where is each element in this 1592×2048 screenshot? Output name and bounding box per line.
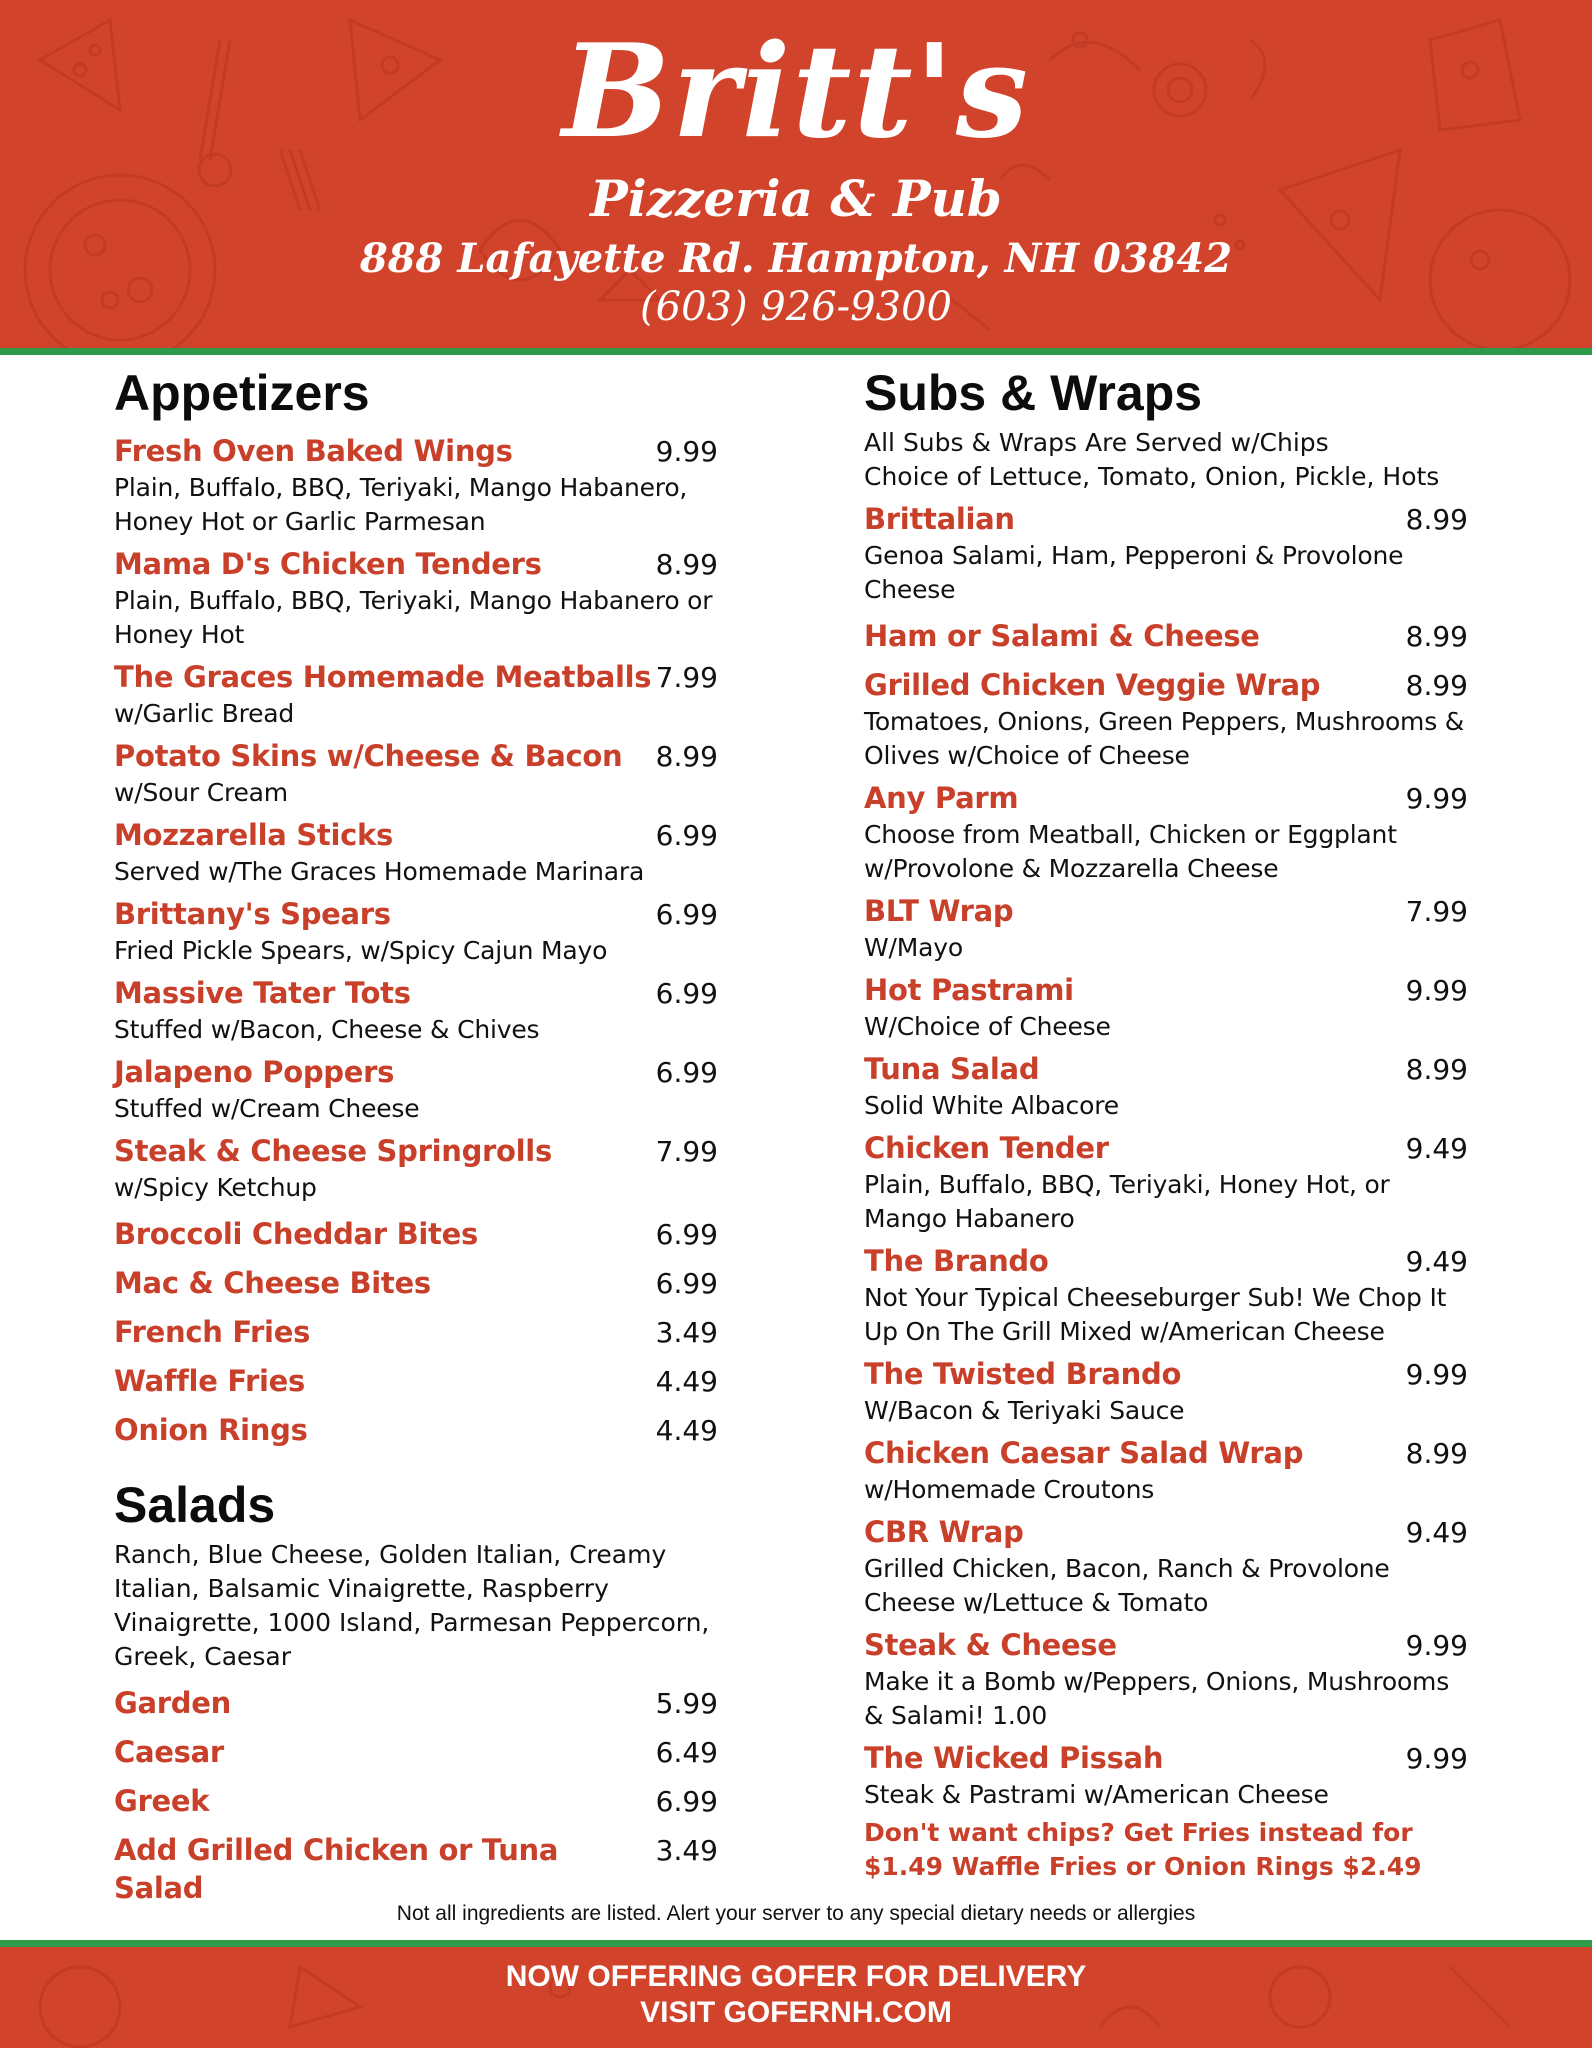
item-name: Mac & Cheese Bites (114, 1266, 431, 1300)
item-price: 7.99 (1405, 895, 1468, 928)
menu-footer (0, 1947, 1592, 2048)
item-price: 8.99 (1405, 1437, 1468, 1470)
menu-item (864, 1513, 1468, 1620)
item-price: 8.99 (655, 548, 718, 581)
menu-item (114, 974, 718, 1047)
item-price: 8.99 (1405, 669, 1468, 702)
item-price: 6.99 (655, 1267, 718, 1300)
menu-item (114, 1313, 718, 1352)
item-price: 5.99 (655, 1687, 718, 1720)
item-description: Tomatoes, Onions, Green Peppers, Mushrooms & Olives w/Choice of Cheese (864, 707, 1465, 770)
restaurant-subtitle: Pizzeria & Pub (590, 169, 1002, 228)
footer-green-stripe (0, 1940, 1592, 1947)
item-name: Hot Pastrami (864, 973, 1074, 1007)
item-name: Caesar (114, 1735, 224, 1769)
restaurant-phone: (603) 926-9300 (640, 284, 952, 330)
item-name: CBR Wrap (864, 1515, 1024, 1549)
item-price: 6.99 (655, 819, 718, 852)
item-price: 3.49 (655, 1316, 718, 1349)
menu-item (864, 1242, 1468, 1349)
item-price: 4.49 (655, 1365, 718, 1398)
item-description: Plain, Buffalo, BBQ, Teriyaki, Mango Habanero or Honey Hot (114, 586, 713, 649)
item-name: Chicken Tender (864, 1131, 1109, 1165)
item-description: Steak & Pastrami w/American Cheese (864, 1780, 1329, 1809)
item-price: 7.99 (655, 1135, 718, 1168)
item-name: The Wicked Pissah (864, 1741, 1164, 1775)
item-price: 8.99 (655, 740, 718, 773)
item-name: Grilled Chicken Veggie Wrap (864, 668, 1321, 702)
item-name: Tuna Salad (864, 1052, 1040, 1086)
item-price: 9.99 (1405, 1358, 1468, 1391)
item-name: Potato Skins w/Cheese & Bacon (114, 739, 623, 773)
menu-item (864, 500, 1468, 607)
salads-heading: Salads (114, 1477, 276, 1533)
item-name: French Fries (114, 1315, 311, 1349)
item-name: The Twisted Brando (864, 1357, 1182, 1391)
item-description: W/Choice of Cheese (864, 1012, 1111, 1041)
item-description: w/Homemade Croutons (864, 1475, 1155, 1504)
item-description: Genoa Salami, Ham, Pepperoni & Provolone Cheese (864, 541, 1404, 604)
fries-upgrade-note: Don't want chips? Get Fries instead for $1.49 Waffle Fries or Onion Rings $2.49 (864, 1818, 1422, 1881)
item-price: 9.49 (1405, 1245, 1468, 1278)
item-name: Brittalian (864, 502, 1015, 536)
menu-item (864, 779, 1468, 886)
item-name: Steak & Cheese (864, 1628, 1117, 1662)
menu-item (114, 545, 718, 652)
item-price: 8.99 (1405, 1053, 1468, 1086)
item-name: Waffle Fries (114, 1364, 305, 1398)
item-description: w/Spicy Ketchup (114, 1173, 317, 1202)
menu-item (864, 1050, 1468, 1123)
item-name: Mama D's Chicken Tenders (114, 547, 542, 581)
menu-item (114, 816, 718, 889)
menu-item (114, 1362, 718, 1401)
item-price: 9.99 (1405, 782, 1468, 815)
subs-wraps-heading: Subs & Wraps (864, 365, 1203, 421)
item-name: Any Parm (864, 781, 1019, 815)
menu-item (864, 971, 1468, 1044)
item-description: Solid White Albacore (864, 1091, 1119, 1120)
item-name: Garden (114, 1686, 231, 1720)
subs-intro-line-2: Choice of Lettuce, Tomato, Onion, Pickle, Hots (864, 462, 1440, 491)
menu-item (114, 1053, 718, 1126)
item-description: w/Sour Cream (114, 778, 288, 807)
appetizers-heading: Appetizers (114, 365, 370, 421)
item-description: Served w/The Graces Homemade Marinara (114, 857, 645, 886)
menu-item (114, 1215, 718, 1254)
item-price: 9.99 (1405, 974, 1468, 1007)
website-link[interactable]: VISIT GOFERNH.COM (640, 1996, 952, 2029)
dressing-list: Ranch, Blue Cheese, Golden Italian, Creamy Italian, Balsamic Vinaigrette, Raspberry Vinaigrette, 1000 Island, Parmesan Peppercorn, Greek, Caesar (114, 1540, 710, 1671)
item-name: Ham or Salami & Cheese (864, 619, 1260, 653)
menu-item (114, 737, 718, 810)
item-name: Mozzarella Sticks (114, 818, 393, 852)
menu-item (864, 892, 1468, 965)
menu-item (114, 1782, 718, 1821)
item-price: 9.99 (655, 435, 718, 468)
restaurant-address: 888 Lafayette Rd. Hampton, NH 03842 (359, 235, 1233, 282)
menu-item (114, 895, 718, 968)
menu-item (864, 1355, 1468, 1428)
item-description: Choose from Meatball, Chicken or Eggplant w/Provolone & Mozzarella Cheese (864, 820, 1397, 883)
menu-item (114, 1411, 718, 1450)
menu-item (864, 1434, 1468, 1507)
item-price: 6.49 (655, 1736, 718, 1769)
item-description: Stuffed w/Bacon, Cheese & Chives (114, 1015, 540, 1044)
menu-item (114, 1684, 718, 1723)
menu-item (114, 1264, 718, 1303)
item-price: 6.99 (655, 898, 718, 931)
item-name: Massive Tater Tots (114, 976, 411, 1010)
item-description: Fried Pickle Spears, w/Spicy Cajun Mayo (114, 936, 608, 965)
menu-item (114, 1132, 718, 1205)
item-name: Fresh Oven Baked Wings (114, 434, 513, 468)
item-price: 4.49 (655, 1414, 718, 1447)
item-description: Stuffed w/Cream Cheese (114, 1094, 420, 1123)
subs-intro-line-1: All Subs & Wraps Are Served w/Chips (864, 428, 1329, 457)
item-description: w/Garlic Bread (114, 699, 295, 728)
item-price: 6.99 (655, 1785, 718, 1818)
item-name: Chicken Caesar Salad Wrap (864, 1436, 1304, 1470)
item-name: BLT Wrap (864, 894, 1014, 928)
menu-item (864, 617, 1468, 656)
menu-item (864, 1739, 1468, 1812)
allergy-disclaimer: Not all ingredients are listed. Alert your server to any special dietary needs or allergies (396, 1902, 1196, 1925)
item-name: The Graces Homemade Meatballs (114, 660, 652, 694)
menu-item (114, 658, 718, 731)
item-description: Grilled Chicken, Bacon, Ranch & Provolone Cheese w/Lettuce & Tomato (864, 1554, 1390, 1617)
item-name: The Brando (864, 1244, 1049, 1278)
menu-header (0, 0, 1592, 348)
item-description: W/Mayo (864, 933, 963, 962)
menu-item (114, 432, 718, 539)
item-name: Broccoli Cheddar Bites (114, 1217, 478, 1251)
restaurant-logo-name: Britt's (562, 17, 1030, 167)
menu-item (864, 666, 1468, 773)
menu-item (864, 1129, 1468, 1236)
item-price: 9.49 (1405, 1132, 1468, 1165)
item-name: Brittany's Spears (114, 897, 391, 931)
item-price: 8.99 (1405, 503, 1468, 536)
item-price: 9.99 (1405, 1629, 1468, 1662)
item-price: 7.99 (655, 661, 718, 694)
left-column (114, 360, 718, 1907)
item-description: Plain, Buffalo, BBQ, Teriyaki, Honey Hot, or Mango Habanero (864, 1170, 1390, 1233)
delivery-banner: NOW OFFERING GOFER FOR DELIVERY (505, 1960, 1087, 1993)
item-price: 6.99 (655, 977, 718, 1010)
item-price: 9.49 (1405, 1516, 1468, 1549)
menu-item (864, 1626, 1468, 1733)
item-price: 3.49 (655, 1834, 718, 1867)
item-description: Plain, Buffalo, BBQ, Teriyaki, Mango Habanero, Honey Hot or Garlic Parmesan (114, 473, 688, 536)
menu-item (114, 1733, 718, 1772)
right-column (864, 360, 1468, 1884)
item-name: Steak & Cheese Springrolls (114, 1134, 552, 1168)
item-price: 6.99 (655, 1056, 718, 1089)
item-price: 8.99 (1405, 620, 1468, 653)
item-name: Jalapeno Poppers (114, 1055, 395, 1089)
item-name: Add Grilled Chicken or Tuna Salad (114, 1833, 559, 1905)
item-name: Onion Rings (114, 1413, 308, 1447)
item-description: Not Your Typical Cheeseburger Sub! We Chop It Up On The Grill Mixed w/American Cheese (864, 1283, 1447, 1346)
item-name: Greek (114, 1784, 210, 1818)
menu-item (114, 1831, 718, 1907)
item-price: 9.99 (1405, 1742, 1468, 1775)
salads-section (114, 1472, 718, 1907)
item-description: Make it a Bomb w/Peppers, Onions, Mushrooms & Salami! 1.00 (864, 1667, 1450, 1730)
item-description: W/Bacon & Teriyaki Sauce (864, 1396, 1185, 1425)
header-green-stripe (0, 348, 1592, 355)
item-price: 6.99 (655, 1218, 718, 1251)
